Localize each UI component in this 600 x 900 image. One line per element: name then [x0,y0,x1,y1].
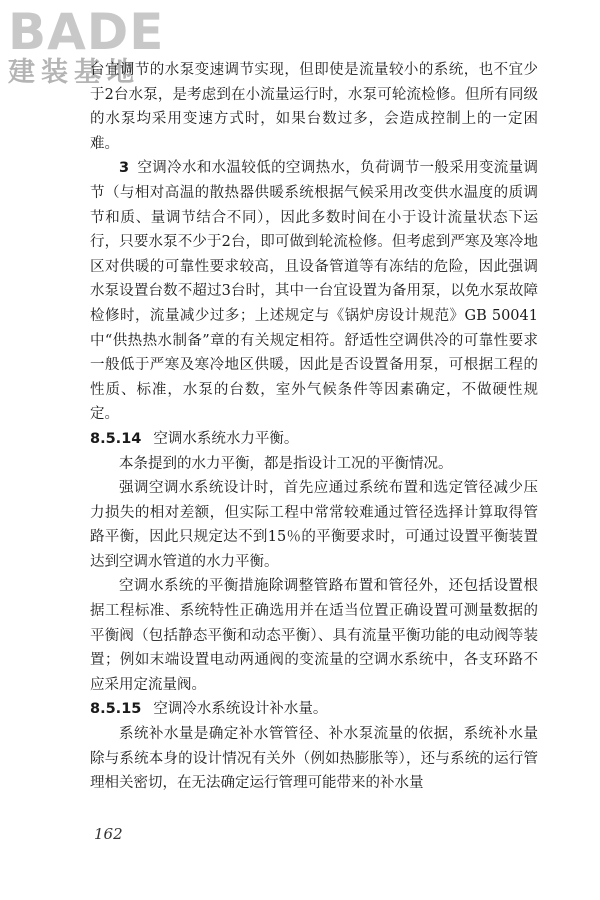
paragraph: 本条提到的水力平衡，都是指设计工况的平衡情况。 [119,455,453,472]
page-number: 162 [94,825,123,843]
paragraph-continued: 台宜调节的水泵变速调节实现，但即使是流量较小的系统，也不宜少于2台水泵，是考虑到在小流量运行时，水泵可轮流检修。但所有同级的水泵均采用变速方式时，如果台数过多，会造成控制上的一定困难。 [90,62,538,152]
item-number: 3 [119,160,130,177]
section-number: 8.5.14 [90,430,142,447]
item-text: 空调冷水和水温较低的空调热水，负荷调节一般采用变流量调节（与相对高温的散热器供暖系统根据气候采用改变供水温度的质调节和质、量调节结合不同），因此多数时间在小于设计流量状态下运行，只要水泵不少于2台，即可做到轮流检修。但考虑到严寒及寒冷地区对供暖的可靠性要求较高，且设备管道等有冻结的危险，因此强调水泵设置台数不超过3台时，其中一台宜设置为备用泵，以免水泵故障检修时，流量减少过多；上述规定与《锅炉房设计规范》GB 50041 中“供热热水制备”章的有关规定相符。舒适性空调供冷的可靠性要求一般低于严寒及寒冷地区供暖，因此是否设置备用泵，可根据工程的性质、标准，水泵的台数，室外气候条件等因素确定，不做硬性规定。 [90,160,538,423]
section-heading-8-5-14 [90,427,538,452]
section-title: 空调冷水系统设计补水量。 [153,701,328,718]
paragraph-item-3 [90,156,538,427]
section-heading-8-5-15 [90,697,538,722]
paragraph: 强调空调水系统设计时，首先应通过系统布置和选定管径减少压力损失的相对差额，但实际工程中常常较难通过管径选择计算取得管路平衡，因此只规定达不到15％的平衡要求时，可通过设置平衡装置达到空调水管道的水力平衡。 [90,480,538,570]
logo-subtitle: 建装基地 [8,57,140,88]
section-title: 空调水系统水力平衡。 [153,430,299,447]
logo-wordmark: BADE [8,3,165,61]
paragraph: 空调水系统的平衡措施除调整管路布置和管径外，还包括设置根据工程标准、系统特性正确选用并在适当位置正确设置可测量数据的平衡阀（包括静态平衡和动态平衡）、具有流量平衡功能的电动阀等装置；例如末端设置电动两通阀的变流量的空调水系统中，各支环路不应采用定流量阀。 [90,578,538,693]
section-number: 8.5.15 [90,701,142,718]
paragraph: 系统补水量是确定补水管管径、补水泵流量的依据，系统补水量除与系统本身的设计情况有关外（例如热膨胀等），还与系统的运行管理相关密切，在无法确定运行管理可能带来的补水量 [90,726,538,792]
document-body [90,58,538,796]
